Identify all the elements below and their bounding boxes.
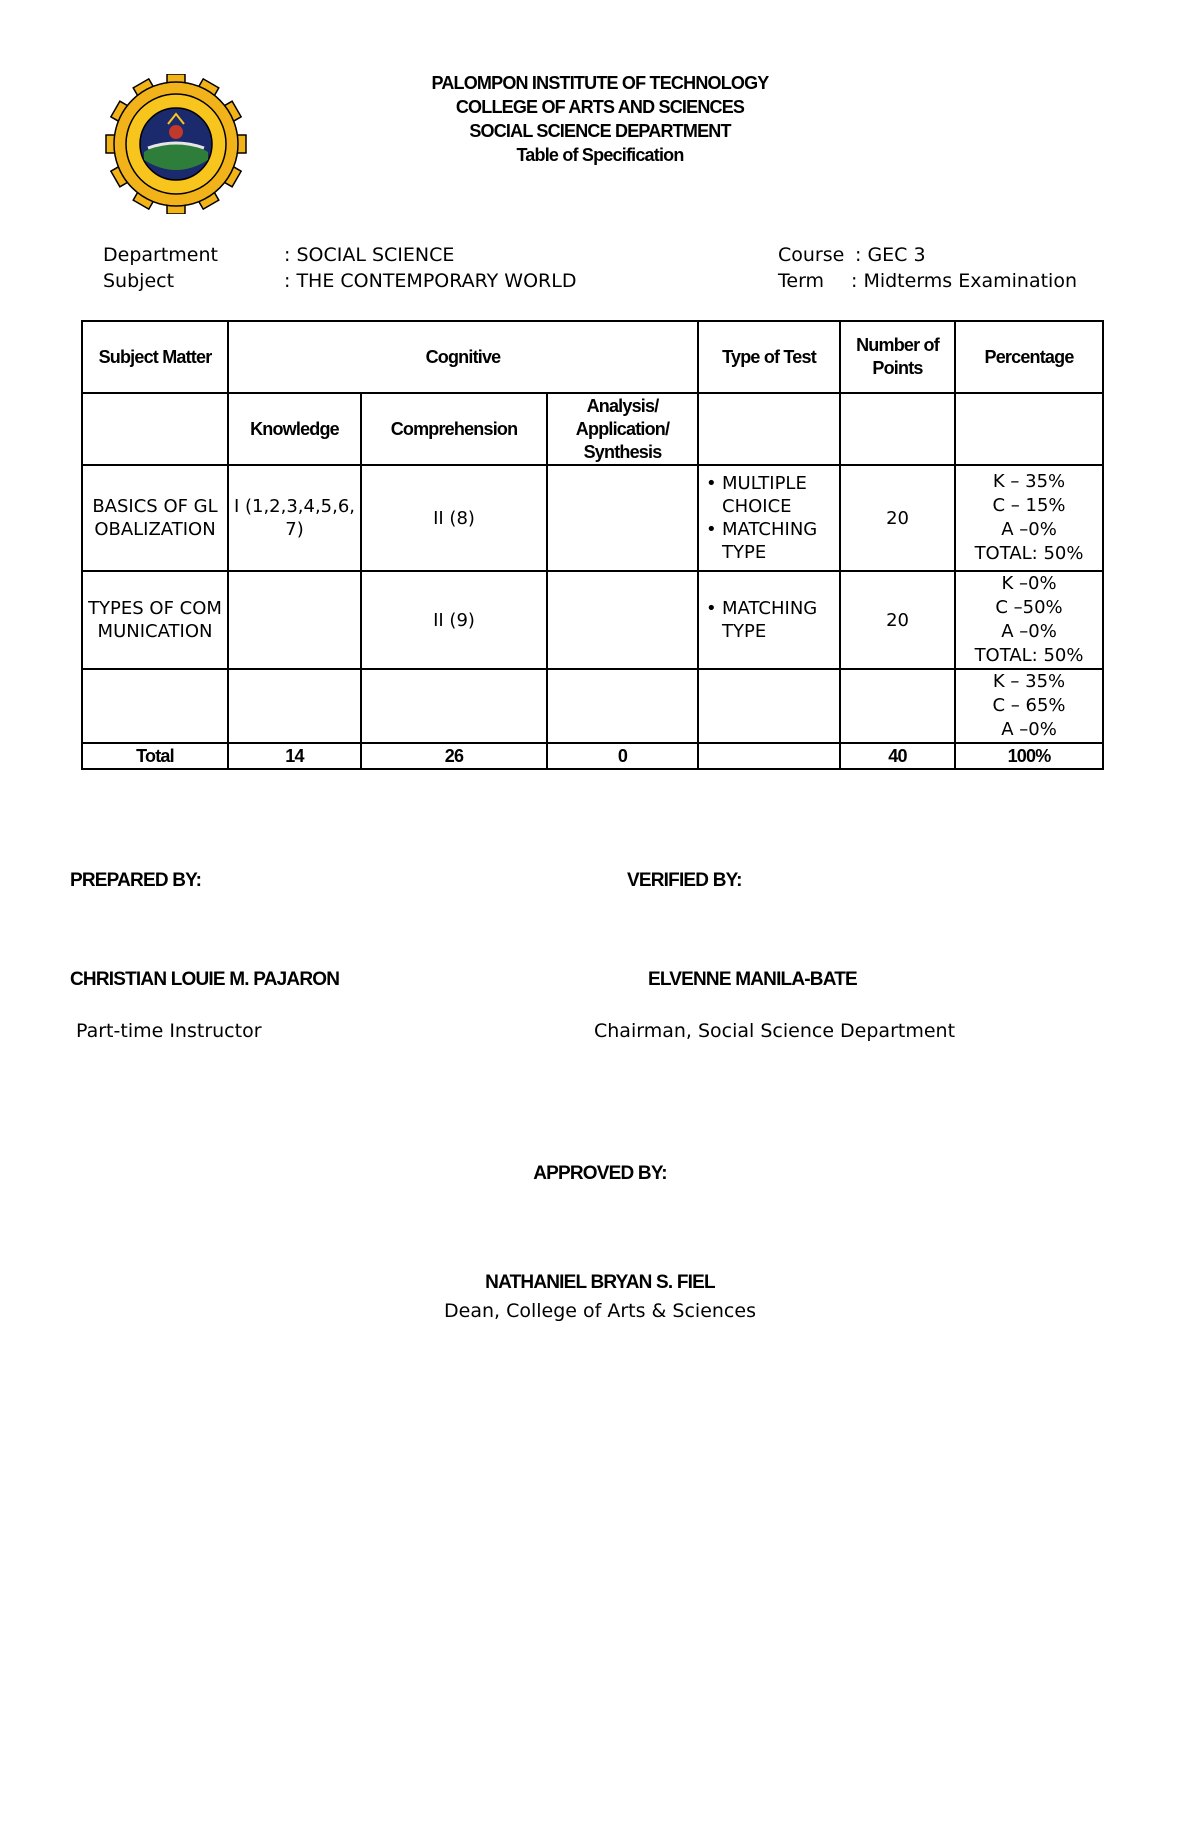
- table-header-row: [82, 321, 1103, 393]
- college-name: COLLEGE OF ARTS AND SCIENCES: [455, 97, 745, 117]
- comprehension-cell: II (8): [361, 465, 547, 571]
- percentage-line: A –0%: [1001, 719, 1057, 740]
- course-value: : GEC 3: [855, 244, 926, 266]
- comprehension-cell: [361, 669, 547, 743]
- total-type-of-test: [698, 743, 840, 769]
- table-cell: [955, 393, 1103, 465]
- knowledge-cell: [228, 571, 361, 669]
- total-comprehension: 26: [361, 743, 547, 769]
- points-cell: 20: [840, 571, 955, 669]
- table-cell: [698, 393, 840, 465]
- percentage-line: TOTAL: 50%: [974, 645, 1084, 666]
- document-header: [300, 71, 900, 167]
- total-percentage: 100%: [955, 743, 1103, 769]
- test-type-item: • MATCHING TYPE: [703, 518, 835, 564]
- header-knowledge: Knowledge: [228, 393, 361, 465]
- table-subheader-row: [82, 393, 1103, 465]
- subject-cell: [82, 669, 228, 743]
- total-knowledge: 14: [228, 743, 361, 769]
- percentage-cell: [955, 571, 1103, 669]
- prepared-by-title: Part-time Instructor: [76, 1020, 262, 1042]
- term-label: Term: [778, 270, 825, 292]
- subject-cell: TYPES OF COMMUNICATION: [82, 571, 228, 669]
- prepared-by-label: PREPARED BY:: [70, 870, 202, 891]
- header-percentage: Percentage: [955, 321, 1103, 393]
- percentage-line: C – 65%: [992, 695, 1066, 716]
- approved-by-name: NATHANIEL BRYAN S. FIEL: [485, 1272, 715, 1293]
- table-row: [82, 669, 1103, 743]
- points-cell: 20: [840, 465, 955, 571]
- percentage-cell: [955, 465, 1103, 571]
- percentage-line: A –0%: [1001, 621, 1057, 642]
- analysis-cell: [547, 669, 698, 743]
- department-name: SOCIAL SCIENCE DEPARTMENT: [469, 121, 731, 141]
- course-label: Course: [778, 244, 845, 266]
- percentage-line: K –0%: [1001, 573, 1057, 594]
- institution-seal-icon: [98, 74, 254, 214]
- percentage-line: A –0%: [1001, 519, 1057, 540]
- subject-value: : THE CONTEMPORARY WORLD: [284, 270, 577, 292]
- institution-logo: [98, 74, 254, 214]
- prepared-by-name: CHRISTIAN LOUIE M. PAJARON: [70, 969, 340, 990]
- approved-by-title: Dean, College of Arts & Sciences: [444, 1300, 756, 1322]
- knowledge-cell: [228, 669, 361, 743]
- term-value: : Midterms Examination: [851, 270, 1077, 292]
- percentage-cell: [955, 669, 1103, 743]
- verified-by-label: VERIFIED BY:: [627, 870, 742, 891]
- institution-name: PALOMPON INSTITUTE OF TECHNOLOGY: [431, 73, 769, 93]
- percentage-line: C – 15%: [992, 495, 1066, 516]
- table-cell: [82, 393, 228, 465]
- analysis-cell: [547, 571, 698, 669]
- comprehension-cell: II (9): [361, 571, 547, 669]
- test-type-item: • MULTIPLE CHOICE: [703, 472, 835, 518]
- percentage-line: TOTAL: 50%: [974, 543, 1084, 564]
- type-of-test-cell: [698, 669, 840, 743]
- department-value: : SOCIAL SCIENCE: [284, 244, 455, 266]
- department-label: Department: [103, 244, 218, 266]
- table-row: [82, 465, 1103, 571]
- total-row: [82, 743, 1103, 769]
- total-label: Total: [82, 743, 228, 769]
- header-subject-matter: Subject Matter: [82, 321, 228, 393]
- table-cell: [840, 393, 955, 465]
- specification-table: [81, 320, 1104, 770]
- analysis-cell: [547, 465, 698, 571]
- header-number-of-points: Number of Points: [840, 321, 955, 393]
- points-cell: [840, 669, 955, 743]
- table-row: [82, 571, 1103, 669]
- total-points: 40: [840, 743, 955, 769]
- header-type-of-test: Type of Test: [698, 321, 840, 393]
- type-of-test-cell: [698, 465, 840, 571]
- verified-by-title: Chairman, Social Science Department: [594, 1020, 956, 1042]
- type-of-test-cell: [698, 571, 840, 669]
- percentage-line: K – 35%: [992, 671, 1066, 692]
- header-cognitive: Cognitive: [228, 321, 698, 393]
- percentage-line: C –50%: [995, 597, 1063, 618]
- test-type-item: • MATCHING TYPE: [703, 597, 835, 643]
- total-analysis: 0: [547, 743, 698, 769]
- percentage-line: K – 35%: [992, 471, 1066, 492]
- header-comprehension: Comprehension: [361, 393, 547, 465]
- approved-by-label: APPROVED BY:: [533, 1163, 667, 1184]
- subject-label: Subject: [103, 270, 175, 292]
- subject-cell: BASICS OF GLOBALIZATION: [82, 465, 228, 571]
- verified-by-name: ELVENNE MANILA-BATE: [648, 969, 857, 990]
- header-analysis: Analysis/ Application/ Synthesis: [547, 393, 698, 465]
- knowledge-cell: I (1,2,3,4,5,6, 7): [228, 465, 361, 571]
- document-title: Table of Specification: [516, 145, 684, 165]
